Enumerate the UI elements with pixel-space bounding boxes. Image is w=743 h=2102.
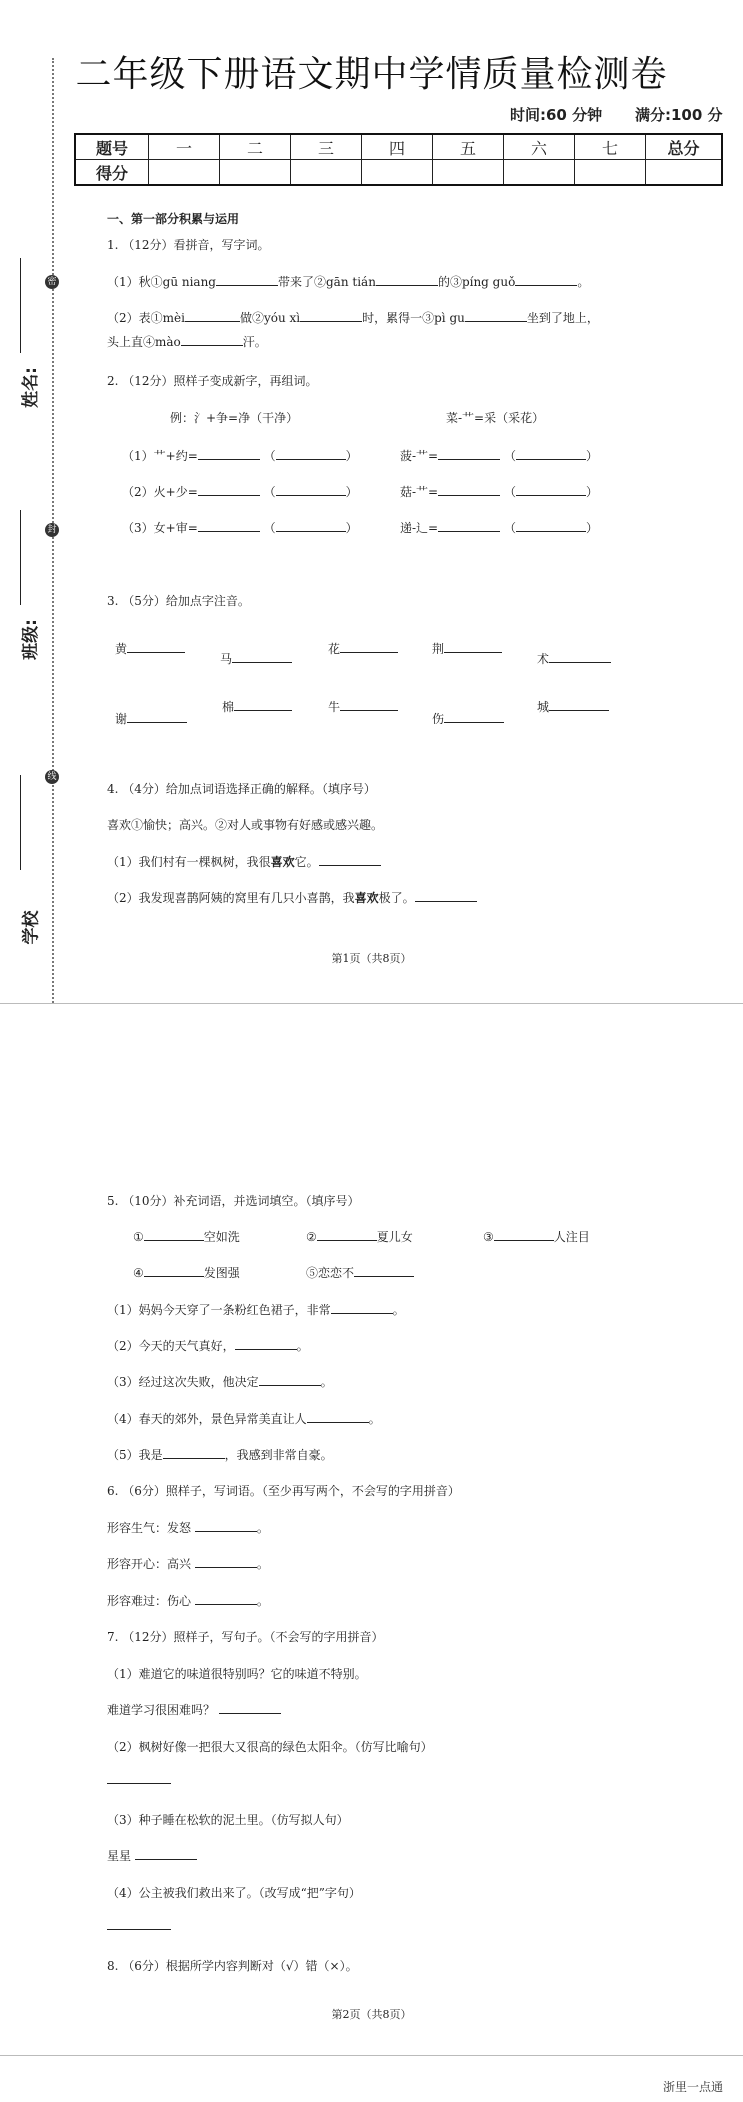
score-input-cell[interactable] [646,160,723,186]
text: 发图强 [203,1266,240,1280]
score-input-cell[interactable] [220,160,291,186]
question-7-line [107,1701,281,1718]
question-2-row [122,483,358,500]
answer-blank[interactable] [340,652,398,653]
text: ⑤恋恋不 [306,1266,355,1280]
text: （2）我发现喜鹊阿姨的窝里有几只小喜鹊，我 [107,891,355,905]
answer-blank[interactable] [135,1859,197,1860]
pinyin-item [328,640,398,657]
text: 。 [368,1412,381,1426]
answer-blank[interactable] [516,459,586,460]
text: （ [503,521,516,535]
pinyin-item [220,650,292,667]
section-title: 一、第一部分积累与运用 [107,212,240,226]
text: （ [503,449,516,463]
char: 花 [328,642,341,656]
score-input-cell[interactable] [433,160,504,186]
text: （1）秋①gū niang [107,275,216,289]
text: （4）春天的郊外，景色异常美直让人 [107,1412,307,1426]
question-1-line-2 [107,309,599,326]
answer-blank[interactable] [300,321,362,322]
text: ） [345,485,358,499]
answer-blank[interactable] [195,1531,257,1532]
word-item [483,1228,590,1245]
dotted-word: 喜欢 [270,855,295,869]
answer-blank[interactable] [216,285,278,286]
score-input-cell[interactable] [149,160,220,186]
question-2-row [400,483,598,500]
question-6-line [107,1519,269,1536]
score-table-cell: 四 [362,134,433,160]
text: 汗。 [242,335,267,349]
text: ） [585,485,598,499]
exam-page-1 [0,0,743,1005]
dotted-word: 喜欢 [354,891,379,905]
text: ） [585,449,598,463]
text: 夏儿女 [376,1230,413,1244]
question-7-line: （3）种子睡在松软的泥土里。（仿写拟人句） [107,1813,349,1827]
text: （1）艹+约= [122,449,198,463]
answer-blank[interactable] [259,1385,321,1386]
text: 头上直④mào [107,335,181,349]
pinyin-item [328,698,398,715]
answer-blank[interactable] [276,531,346,532]
question-2-row [122,447,358,464]
answer-blank[interactable] [515,285,577,286]
text: （2）表①mèi [107,311,185,325]
text: 形容难过：伤心 [107,1594,192,1608]
text: 形容生气：发怒 [107,1521,192,1535]
question-4-stem: 4. （4分）给加点词语选择正确的解释。（填序号） [107,782,376,796]
answer-blank[interactable] [127,652,185,653]
text: ，我感到非常自豪。 [224,1448,333,1462]
question-7-stem: 7. （12分）照样子，写句子。（不会写的字用拼音） [107,1630,384,1644]
text: （3）经过这次失败，他决定 [107,1375,259,1389]
text: 坐到了地上， [526,311,599,325]
char: 荆 [432,642,445,656]
answer-blank[interactable] [438,459,500,460]
full-score-label: 满分:100 分 [635,106,723,124]
answer-blank[interactable] [232,662,292,663]
class-label: 班级: [20,619,41,660]
school-label: 学校 [21,910,42,945]
text: ） [585,521,598,535]
text: 带来了②gān tián [278,275,376,289]
seal-mark: 线 [45,770,59,784]
question-5-sentence [107,1373,333,1390]
question-1-stem: 1. （12分）看拼音，写字词。 [107,238,270,252]
answer-blank[interactable] [195,1567,257,1568]
score-input-cell[interactable] [291,160,362,186]
question-3-stem: 3. （5分）给加点字注音。 [107,594,250,608]
answer-blank[interactable] [307,1422,369,1423]
question-5-sentence [107,1410,381,1427]
pinyin-item [115,640,185,657]
class-blank[interactable] [20,510,21,605]
score-table [74,133,723,186]
answer-blank[interactable] [163,1458,225,1459]
text: 递-辶= [400,521,439,535]
answer-blank[interactable] [415,901,477,902]
answer-blank[interactable] [185,321,240,322]
question-1-line-1 [107,273,589,290]
question-4-sentence-2 [107,889,477,906]
question-2-example-left: 例：氵+争=净（干净） [170,411,299,425]
text: 空如洗 [203,1230,240,1244]
score-table-cell: 题号 [75,134,149,160]
text: ① [133,1230,144,1244]
text: 星星 [107,1849,132,1863]
question-5-sentence [107,1301,405,1318]
answer-blank[interactable] [465,321,527,322]
text: 时，累得一③pì gu [362,311,465,325]
question-6-line [107,1555,269,1572]
char: 伤 [432,712,445,726]
text: （2）火+少= [122,485,198,499]
exam-page-2 [0,1010,743,2102]
answer-blank[interactable] [354,1276,414,1277]
text: （5）我是 [107,1448,163,1462]
answer-blank[interactable] [144,1240,204,1241]
answer-blank[interactable] [331,1313,393,1314]
page-divider [0,1003,743,1004]
answer-blank[interactable] [127,722,187,723]
text: 。 [256,1557,269,1571]
answer-blank[interactable] [107,1929,171,1930]
pinyin-item [432,710,504,727]
text: （ [503,485,516,499]
text: ④ [133,1266,144,1280]
text: 极了。 [378,891,415,905]
pinyin-item [222,698,292,715]
question-7-line: （2）枫树好像一把很大又很高的绿色太阳伞。（仿写比喻句） [107,1740,433,1754]
question-2-row [122,519,358,536]
pinyin-item [115,710,187,727]
text: （ [263,485,276,499]
pinyin-item [537,698,609,715]
answer-blank[interactable] [494,1240,554,1241]
pinyin-item [432,640,502,657]
char: 棉 [222,700,235,714]
text: 菠-艹= [400,449,439,463]
page-divider [0,2055,743,2056]
question-2-row [400,447,598,464]
name-label: 姓名: [20,367,41,408]
score-table-cell: 二 [220,134,291,160]
text: ② [306,1230,317,1244]
text: ③ [483,1230,494,1244]
score-input-cell[interactable] [504,160,575,186]
score-table-cell: 得分 [75,160,149,186]
watermark-text: 浙里一点通 [663,2080,724,2094]
text: （ [263,449,276,463]
answer-blank[interactable] [144,1276,204,1277]
answer-blank[interactable] [516,495,586,496]
char: 术 [537,652,550,666]
text: 菇-艹= [400,485,439,499]
question-7-line [107,1847,197,1864]
answer-blank[interactable] [317,1240,377,1241]
score-table-cell: 总分 [646,134,723,160]
answer-blank[interactable] [195,1604,257,1605]
word-item [133,1264,240,1281]
answer-blank[interactable] [198,495,260,496]
char: 牛 [328,700,341,714]
answer-blank[interactable] [234,710,292,711]
score-input-cell[interactable] [575,160,646,186]
score-table-cell: 三 [291,134,362,160]
answer-blank[interactable] [376,285,438,286]
answer-blank[interactable] [181,345,243,346]
seal-mark: 密 [45,275,59,289]
question-1-line-3 [107,333,267,350]
char: 马 [220,652,233,666]
score-table-header-row [75,134,722,160]
text: 。 [577,275,590,289]
seal-mark: 封 [45,523,59,537]
question-6-line [107,1592,269,1609]
answer-blank[interactable] [107,1783,171,1784]
answer-blank[interactable] [235,1349,297,1350]
question-2-row [400,519,598,536]
question-7-line: （1）难道它的味道很特别吗？它的味道不特别。 [107,1667,367,1681]
question-5-sentence [107,1446,333,1463]
answer-blank[interactable] [276,459,346,460]
text: （1）妈妈今天穿了一条粉红色裙子，非常 [107,1303,331,1317]
answer-blank[interactable] [219,1713,281,1714]
text: 难道学习很困难吗？ [107,1703,216,1717]
text: 形容开心：高兴 [107,1557,192,1571]
text: 的③píng guǒ [437,275,516,289]
question-7-line: （4）公主被我们救出来了。（改写成“把”字句） [107,1886,361,1900]
text: ） [345,449,358,463]
question-5-stem: 5. （10分）补充词语，并选词填空。（填序号） [107,1194,360,1208]
text: 。 [256,1594,269,1608]
question-5-sentence [107,1337,309,1354]
score-input-cell[interactable] [362,160,433,186]
answer-blank[interactable] [549,710,609,711]
char: 谢 [115,712,128,726]
text: 做②yóu xì [239,311,301,325]
answer-blank[interactable] [319,865,381,866]
school-blank[interactable] [20,775,21,870]
score-table-cell: 一 [149,134,220,160]
name-blank[interactable] [20,258,21,353]
question-2-example-right: 菜-艹=采（采花） [446,411,545,425]
text: （ [263,521,276,535]
time-label: 时间:60 分钟 [510,106,603,124]
answer-blank[interactable] [444,722,504,723]
word-item [306,1264,414,1281]
answer-blank[interactable] [444,652,502,653]
text: 。 [296,1339,309,1353]
answer-blank[interactable] [438,531,500,532]
question-6-stem: 6. （6分）照样子，写词语。（至少再写两个，不会写的字用拼音） [107,1484,460,1498]
text: 。 [256,1521,269,1535]
answer-blank[interactable] [198,459,260,460]
score-table-cell: 六 [504,134,575,160]
score-table-cell: 七 [575,134,646,160]
question-4-sentence-1 [107,853,381,870]
score-table-score-row [75,160,722,186]
char: 黄 [115,642,128,656]
word-item [133,1228,240,1245]
word-item [306,1228,413,1245]
text: 人注目 [553,1230,590,1244]
score-table-cell: 五 [433,134,504,160]
text: ） [345,521,358,535]
question-8-stem: 8. （6分）根据所学内容判断对（√）错（×）。 [107,1959,358,1973]
text: 它。 [294,855,319,869]
text: 。 [320,1375,333,1389]
char: 城 [537,700,550,714]
page-footer: 第1页（共8页） [331,952,412,965]
answer-blank[interactable] [198,531,260,532]
exam-title: 二年级下册语文期中学情质量检测卷 [75,54,668,95]
pinyin-item [537,650,611,667]
answer-blank[interactable] [549,662,611,663]
page-footer: 第2页（共8页） [331,2008,412,2021]
text: （1）我们村有一棵枫树，我很 [107,855,271,869]
text: （3）女+审= [122,521,198,535]
answer-blank[interactable] [438,495,500,496]
answer-blank[interactable] [276,495,346,496]
question-2-stem: 2. （12分）照样子变成新字，再组词。 [107,374,318,388]
text: 。 [392,1303,405,1317]
question-4-definition: 喜欢①愉快；高兴。②对人或事物有好感或感兴趣。 [107,818,384,832]
answer-blank[interactable] [516,531,586,532]
answer-blank[interactable] [340,710,398,711]
text: （2）今天的天气真好， [107,1339,235,1353]
